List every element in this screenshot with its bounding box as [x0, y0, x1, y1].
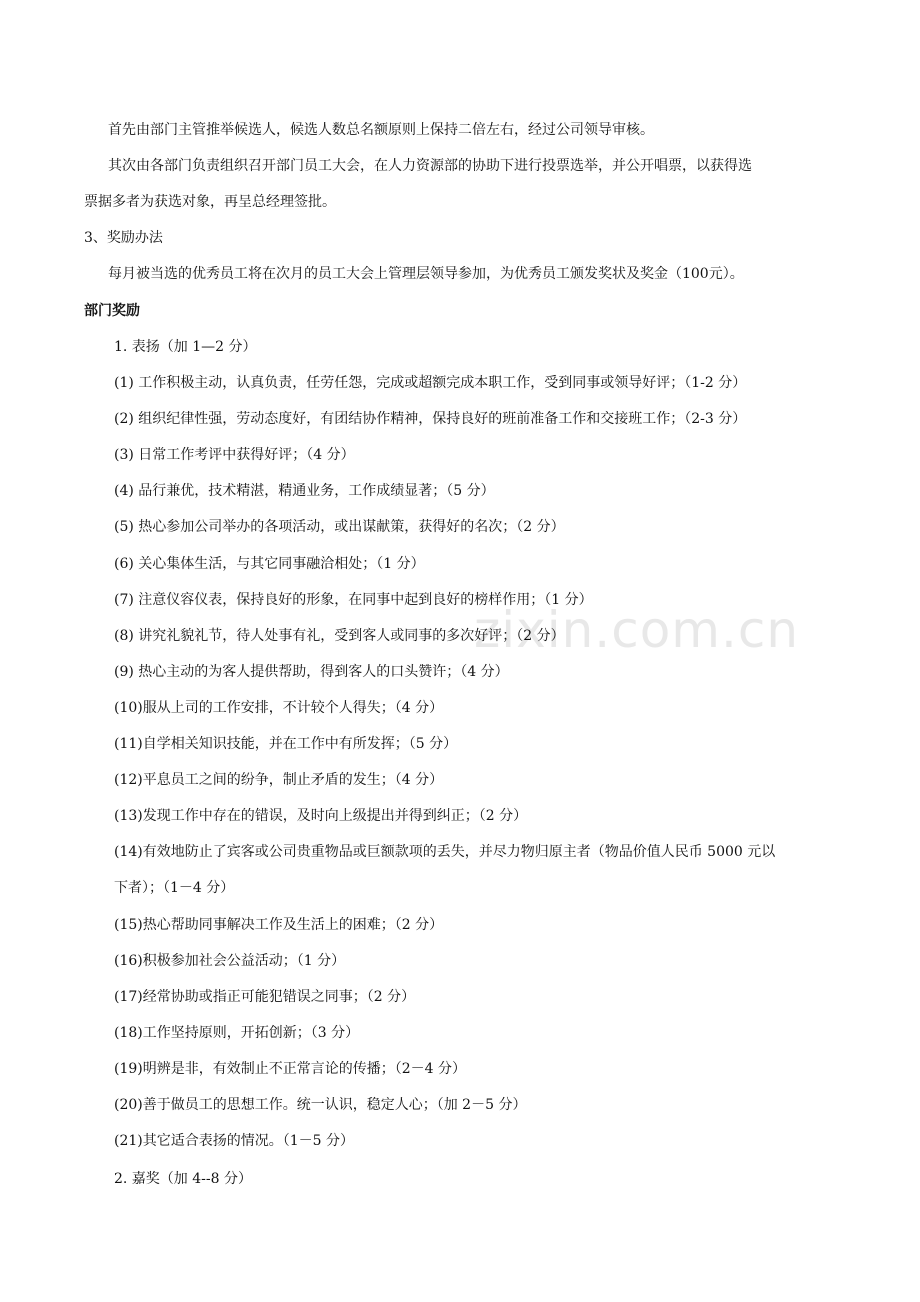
- praise-item: (18)工作坚持原则，开拓创新；（3 分）: [114, 1025, 360, 1041]
- praise-item: (5) 热心参加公司举办的各项活动，或出谋献策，获得好的名次；（2 分）: [114, 519, 565, 535]
- section-reward-method: 3、奖励办法: [84, 230, 163, 246]
- subheading-commendation: 2. 嘉奖（加 4--8 分）: [114, 1171, 252, 1187]
- praise-item: (20)善于做员工的思想工作。统一认识，稳定人心；（加 2－5 分）: [114, 1097, 527, 1113]
- praise-item: (19)明辨是非，有效制止不正常言论的传播；（2－4 分）: [114, 1061, 467, 1077]
- praise-item: (9) 热心主动的为客人提供帮助，得到客人的口头赞许；（4 分）: [114, 664, 509, 680]
- praise-item: (13)发现工作中存在的错误，及时向上级提出并得到纠正；（2 分）: [114, 808, 528, 824]
- watermark: zixin.com.cn: [474, 601, 800, 659]
- praise-item: (11)自学相关知识技能，并在工作中有所发挥；（5 分）: [114, 736, 458, 752]
- praise-item: (10)服从上司的工作安排，不计较个人得失；（4 分）: [114, 700, 444, 716]
- praise-item: (21)其它适合表扬的情况。（1－5 分）: [114, 1133, 355, 1149]
- praise-item: (17)经常协助或指正可能犯错误之同事；（2 分）: [114, 989, 416, 1005]
- paragraph-election-line1: 其次由各部门负责组织召开部门员工大会，在人力资源部的协助下进行投票选举，并公开唱票，以获得选: [108, 158, 752, 174]
- praise-item: (4) 品行兼优，技术精湛，精通业务，工作成绩显著；（5 分）: [114, 483, 495, 499]
- praise-item: (1) 工作积极主动，认真负责，任劳任怨，完成或超额完成本职工作，受到同事或领导好评；（1-2 分）: [114, 375, 747, 391]
- praise-item: (3) 日常工作考评中获得好评；（4 分）: [114, 447, 355, 463]
- praise-item: (2) 组织纪律性强，劳动态度好，有团结协作精神，保持良好的班前准备工作和交接班工作；（2-3 分）: [114, 411, 747, 427]
- praise-item: (8) 讲究礼貌礼节，待人处事有礼，受到客人或同事的多次好评；（2 分）: [114, 628, 565, 644]
- paragraph-election-line2: 票据多者为获选对象，再呈总经理签批。: [84, 194, 336, 210]
- subheading-praise: 1. 表扬（加 1—2 分）: [114, 339, 257, 355]
- heading-department-reward: 部门奖励: [84, 303, 140, 319]
- praise-item: (16)积极参加社会公益活动；（1 分）: [114, 953, 346, 969]
- praise-item: (14)有效地防止了宾客或公司贵重物品或巨额款项的丢失，并尽力物归原主者（物品价值人民币 5000 元以: [114, 844, 776, 860]
- praise-item: (6) 关心集体生活，与其它同事融洽相处；（1 分）: [114, 556, 425, 572]
- praise-item: (12)平息员工之间的纷争，制止矛盾的发生；（4 分）: [114, 772, 444, 788]
- paragraph-reward-method: 每月被当选的优秀员工将在次月的员工大会上管理层领导参加，为优秀员工颁发奖状及奖金（100元）。: [108, 266, 744, 282]
- paragraph-candidate-nomination: 首先由部门主管推举候选人，候选人数总名额原则上保持二倍左右，经过公司领导审核。: [108, 122, 654, 138]
- praise-item: (15)热心帮助同事解决工作及生活上的困难；（2 分）: [114, 917, 444, 933]
- praise-item: (7) 注意仪容仪表，保持良好的形象，在同事中起到良好的榜样作用；（1 分）: [114, 592, 593, 608]
- praise-item: 下者）；（1－4 分）: [114, 880, 235, 896]
